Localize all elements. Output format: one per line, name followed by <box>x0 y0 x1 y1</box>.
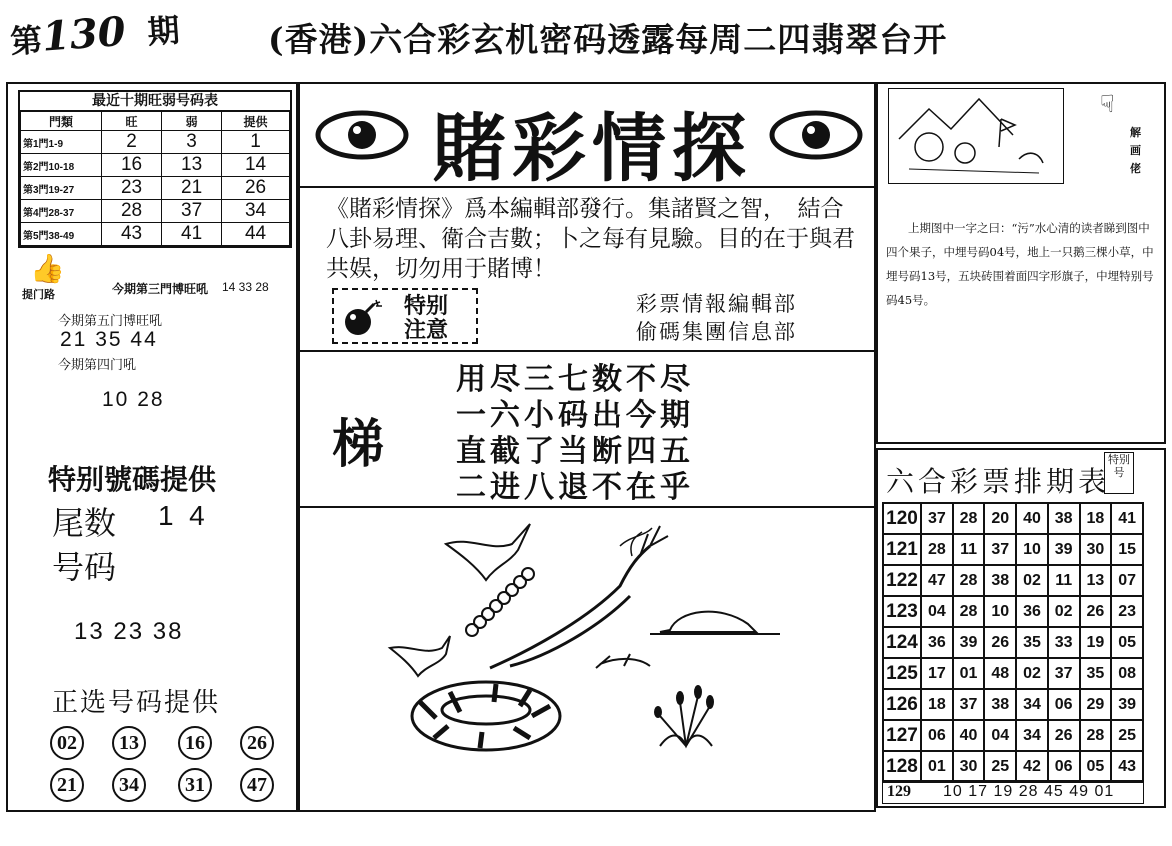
poem-line: 一六小码出今期 <box>456 398 694 433</box>
notice-line: 注意 <box>404 317 449 343</box>
cell-weak: 13 <box>162 154 222 177</box>
logo-banner <box>300 84 874 192</box>
rock <box>660 612 756 632</box>
pick-number: 13 <box>112 726 146 760</box>
special-number-header: 特别号 <box>1104 452 1134 494</box>
last-period: 129 <box>887 783 911 800</box>
pointing-hand-icon: ☟ <box>1100 90 1115 118</box>
left-panel <box>6 82 298 812</box>
num-cell: 11 <box>953 534 985 565</box>
poem-key-char: 梯 <box>332 414 385 475</box>
num-cell: 38 <box>984 565 1016 596</box>
num-cell: 28 <box>1080 720 1112 751</box>
table-row <box>883 565 1143 596</box>
table-row <box>21 200 290 223</box>
tail-label: 尾数 <box>52 504 117 542</box>
num-cell: 34 <box>1016 689 1048 720</box>
table-row <box>21 131 290 154</box>
table-row <box>21 223 290 246</box>
tail-numbers: 1 4 <box>158 500 205 531</box>
special-cell: 05 <box>1111 627 1143 658</box>
code-label: 号码 <box>52 548 117 586</box>
schedule-table <box>882 502 1144 783</box>
num-cell: 37 <box>953 689 985 720</box>
pick-number: 02 <box>50 726 84 760</box>
num-cell: 06 <box>1048 689 1080 720</box>
rebus-explanation: 上期图中一字之曰：“污”水心清的读者睇到图中四个果子，中埋号码04号，地上一只鹅三棵小草，中埋号码13号，五块砖围着面四字形旗子，中埋特别号码45号。 <box>886 221 1154 307</box>
table-row <box>883 658 1143 689</box>
last-period-row <box>882 780 1144 804</box>
cell-hot: 23 <box>102 177 162 200</box>
num-cell: 19 <box>1080 627 1112 658</box>
cell-weak: 41 <box>162 223 222 246</box>
recent-table-caption: 最近十期旺弱号码表 <box>20 92 290 111</box>
special-cell: 41 <box>1111 503 1143 534</box>
row-label: 第4門28-37 <box>21 200 102 223</box>
period-cell: 123 <box>883 596 921 627</box>
period-cell: 122 <box>883 565 921 596</box>
schedule-section <box>876 448 1166 808</box>
schedule-title: 六合彩票排期表 <box>886 465 1111 498</box>
period-cell: 124 <box>883 627 921 658</box>
poem-line: 用尽三七数不尽 <box>456 362 694 397</box>
tree-branch <box>490 546 650 668</box>
riddle-drawing <box>300 506 874 810</box>
num-cell: 02 <box>1016 658 1048 689</box>
special-cell: 08 <box>1111 658 1143 689</box>
special-cell: 15 <box>1111 534 1143 565</box>
num-cell: 04 <box>921 596 953 627</box>
cell-weak: 37 <box>162 200 222 223</box>
period-cell: 120 <box>883 503 921 534</box>
pick-number: 34 <box>112 768 146 802</box>
num-cell: 25 <box>984 751 1016 782</box>
pick-number: 21 <box>50 768 84 802</box>
cell-hot: 28 <box>102 200 162 223</box>
num-cell: 04 <box>984 720 1016 751</box>
table-row <box>883 751 1143 782</box>
num-cell: 01 <box>921 751 953 782</box>
period-cell: 126 <box>883 689 921 720</box>
col-header-weak: 弱 <box>162 112 222 131</box>
period-cell: 128 <box>883 751 921 782</box>
cell-provided: 26 <box>222 177 290 200</box>
poem-line: 直截了当断四五 <box>456 434 694 469</box>
num-cell: 17 <box>921 658 953 689</box>
gate5-numbers: 21 35 44 <box>60 328 158 351</box>
num-cell: 39 <box>953 627 985 658</box>
issue-suffix: 期 <box>146 11 181 52</box>
intro-section <box>300 186 874 352</box>
tire-ring <box>412 682 560 750</box>
num-cell: 13 <box>1080 565 1112 596</box>
num-cell: 35 <box>1016 627 1048 658</box>
coin-string <box>466 568 534 636</box>
eye-icon <box>768 108 864 162</box>
num-cell: 39 <box>1048 534 1080 565</box>
num-cell: 48 <box>984 658 1016 689</box>
cell-provided: 1 <box>222 131 290 154</box>
table-row <box>883 720 1143 751</box>
num-cell: 26 <box>1080 596 1112 627</box>
row-label: 第3門19-27 <box>21 177 102 200</box>
poem-line: 二进八退不在乎 <box>456 470 694 505</box>
col-header-provided: 提供 <box>222 112 290 131</box>
num-cell: 40 <box>953 720 985 751</box>
num-cell: 38 <box>984 689 1016 720</box>
bird-icon <box>390 636 450 676</box>
cell-weak: 21 <box>162 177 222 200</box>
table-row <box>883 596 1143 627</box>
table-row <box>883 534 1143 565</box>
middle-panel <box>298 82 876 812</box>
num-cell: 38 <box>1048 503 1080 534</box>
row-label: 第2門10-18 <box>21 154 102 177</box>
num-cell: 05 <box>1080 751 1112 782</box>
num-cell: 35 <box>1080 658 1112 689</box>
row-label: 第1門1-9 <box>21 131 102 154</box>
bird-icon <box>446 524 530 580</box>
num-cell: 18 <box>921 689 953 720</box>
cell-provided: 14 <box>222 154 290 177</box>
grass-icon <box>596 654 650 668</box>
special-cell: 39 <box>1111 689 1143 720</box>
num-cell: 30 <box>953 751 985 782</box>
num-cell: 11 <box>1048 565 1080 596</box>
dept-name: 彩票情報編輯部 <box>636 292 797 316</box>
thumbs-up-icon: 👍 <box>30 252 65 285</box>
num-cell: 34 <box>1016 720 1048 751</box>
cell-provided: 44 <box>222 223 290 246</box>
road-label: 提门路 <box>22 288 55 301</box>
num-cell: 37 <box>1048 658 1080 689</box>
num-cell: 42 <box>1016 751 1048 782</box>
recent-table-grid <box>20 111 290 246</box>
page-title: (香港)六合彩玄机密码透露每周二四翡翠台开 <box>268 20 948 59</box>
intro-text: 《賭彩情探》爲本編輯部發行。集諸賢之智， 結合八卦易理、衛合吉數；卜之每有見驗。目的在于與君共娱，切勿用于賭博！ <box>326 196 855 282</box>
col-header-hot: 旺 <box>102 112 162 131</box>
num-cell: 37 <box>984 534 1016 565</box>
num-cell: 28 <box>953 503 985 534</box>
poem-section <box>300 350 874 508</box>
notice-box <box>332 288 478 344</box>
code-numbers: 13 23 38 <box>74 618 184 645</box>
table-row <box>21 177 290 200</box>
bomb-icon <box>340 298 384 338</box>
num-cell: 29 <box>1080 689 1112 720</box>
num-cell: 28 <box>953 565 985 596</box>
poem <box>456 362 694 506</box>
recent-ten-period-table <box>18 90 292 248</box>
dept-name: 偷碼集團信息部 <box>636 320 797 344</box>
num-cell: 02 <box>1016 565 1048 596</box>
num-cell: 20 <box>984 503 1016 534</box>
notice-line: 特别 <box>404 293 449 319</box>
num-cell: 28 <box>953 596 985 627</box>
num-cell: 01 <box>953 658 985 689</box>
num-cell: 36 <box>1016 596 1048 627</box>
logo-title: 賭彩情探 <box>432 106 752 192</box>
num-cell: 02 <box>1048 596 1080 627</box>
pick-number: 31 <box>178 768 212 802</box>
rebus-drawing <box>889 89 1063 183</box>
cell-weak: 3 <box>162 131 222 154</box>
rebus-section <box>876 82 1166 444</box>
eye-icon <box>314 108 410 162</box>
leaf <box>620 528 652 556</box>
issue-prefix: 第 <box>9 20 44 61</box>
table-row <box>883 627 1143 658</box>
tree-branch <box>510 596 630 666</box>
num-cell: 37 <box>921 503 953 534</box>
riddle-picture <box>300 506 874 810</box>
rebus-picture <box>888 88 1064 184</box>
special-title: 特别號碼提供 <box>48 463 217 496</box>
num-cell: 26 <box>1048 720 1080 751</box>
gate5-label: 今期第五门博旺吼 <box>58 314 163 329</box>
gate3-numbers: 14 33 28 <box>222 280 269 294</box>
col-header-category: 門類 <box>21 112 102 131</box>
num-cell: 47 <box>921 565 953 596</box>
period-cell: 121 <box>883 534 921 565</box>
last-period-numbers: 10 17 19 28 45 49 01 <box>943 783 1115 800</box>
rebus-label: 解画佬 <box>1130 126 1141 175</box>
special-cell: 25 <box>1111 720 1143 751</box>
period-cell: 125 <box>883 658 921 689</box>
gate3-label: 今期第三門博旺吼 <box>112 282 209 296</box>
notice-text <box>404 294 448 342</box>
issue-number <box>9 4 181 63</box>
cell-hot: 2 <box>102 131 162 154</box>
gate4-label: 今期第四门吼 <box>58 358 137 373</box>
num-cell: 30 <box>1080 534 1112 565</box>
pick-number: 16 <box>178 726 212 760</box>
num-cell: 10 <box>984 596 1016 627</box>
table-row <box>883 689 1143 720</box>
special-cell: 43 <box>1111 751 1143 782</box>
num-cell: 33 <box>1048 627 1080 658</box>
num-cell: 18 <box>1080 503 1112 534</box>
num-cell: 06 <box>921 720 953 751</box>
right-panel <box>876 82 1166 812</box>
cell-hot: 43 <box>102 223 162 246</box>
table-row <box>21 154 290 177</box>
num-cell: 40 <box>1016 503 1048 534</box>
num-cell: 06 <box>1048 751 1080 782</box>
cell-hot: 16 <box>102 154 162 177</box>
pick-number: 26 <box>240 726 274 760</box>
special-cell: 23 <box>1111 596 1143 627</box>
period-cell: 127 <box>883 720 921 751</box>
cell-provided: 34 <box>222 200 290 223</box>
special-cell: 07 <box>1111 565 1143 596</box>
pick-number: 47 <box>240 768 274 802</box>
num-cell: 36 <box>921 627 953 658</box>
issue-value: 130 <box>40 7 128 61</box>
num-cell: 28 <box>921 534 953 565</box>
gate4-numbers: 10 28 <box>102 388 165 411</box>
num-cell: 10 <box>1016 534 1048 565</box>
num-cell: 26 <box>984 627 1016 658</box>
picks-title: 正选号码提供 <box>52 688 221 718</box>
table-row <box>883 503 1143 534</box>
row-label: 第5門38-49 <box>21 223 102 246</box>
